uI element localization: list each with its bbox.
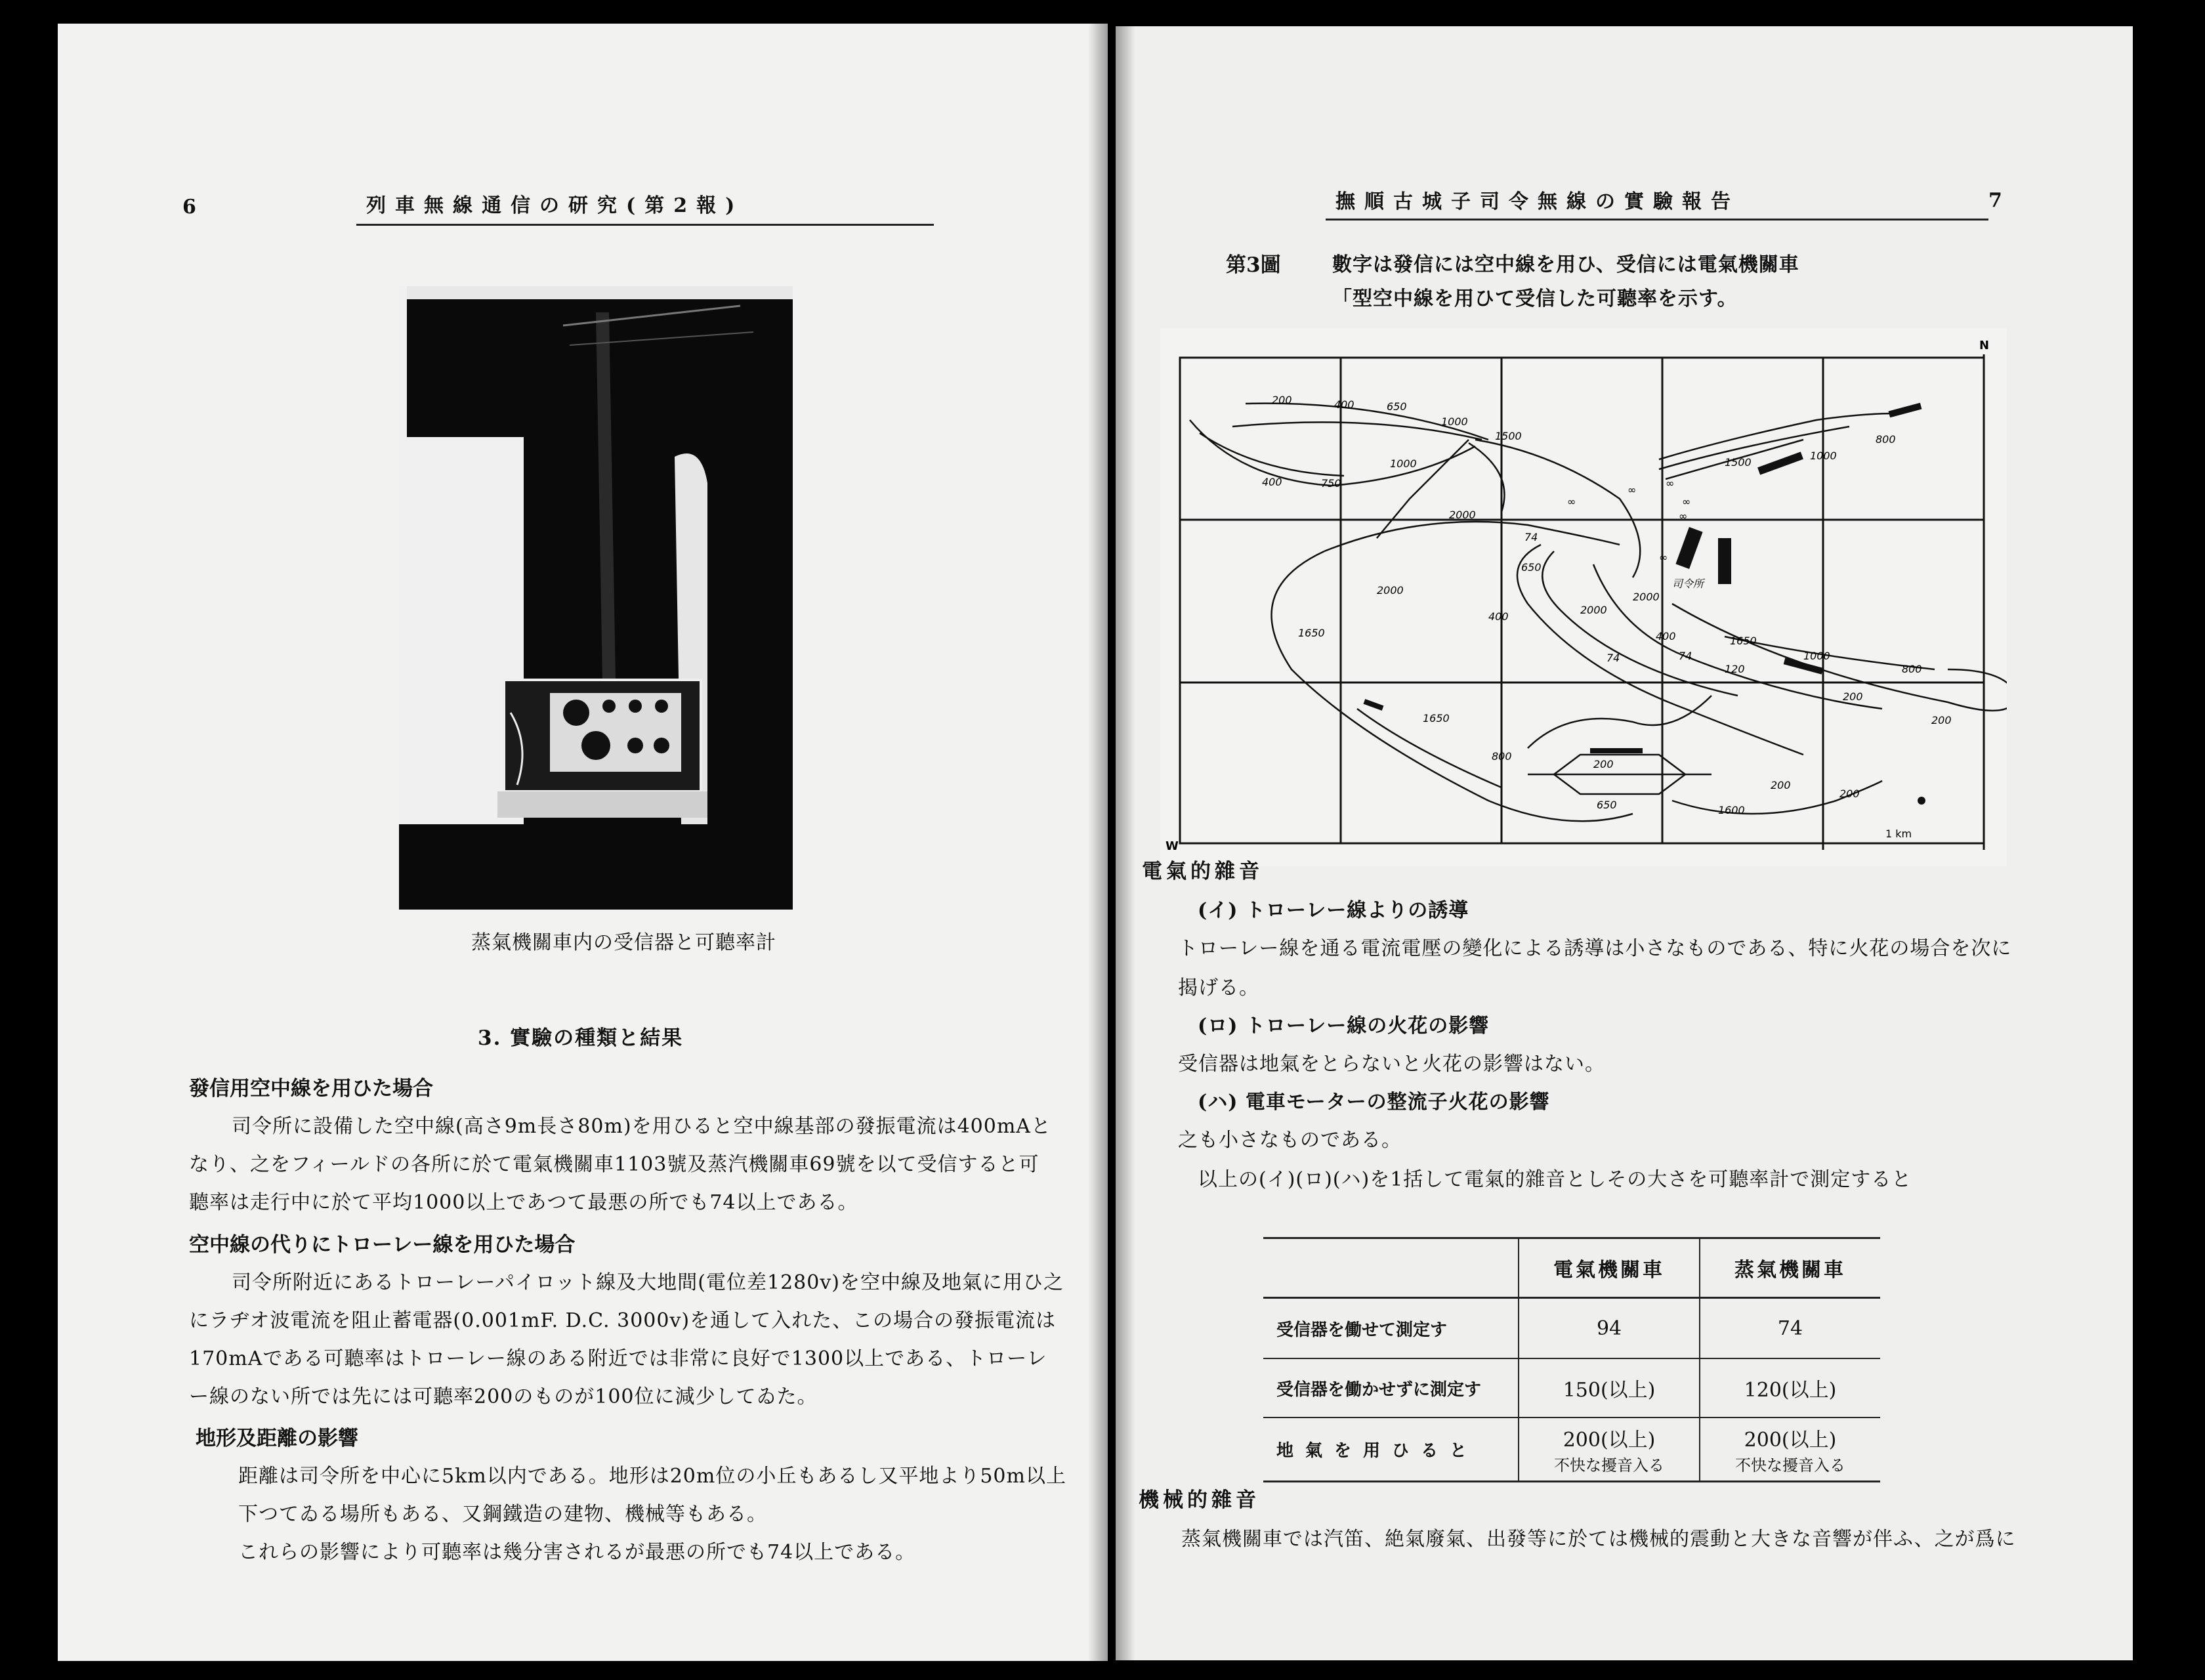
item-title: (イ) トローレー線よりの誘導 <box>1198 899 1469 922</box>
cell-note: 不快な擾音入る <box>1735 1456 1845 1475</box>
map-reading: 1600 <box>1718 804 1745 816</box>
map-reading: 1000 <box>1810 450 1837 462</box>
map-reading: 1650 <box>1730 635 1757 647</box>
item-title: (ハ) 電車モーターの整流子火花の影響 <box>1198 1091 1550 1114</box>
map-reading: 650 <box>1387 400 1407 413</box>
station-label: 司令所 <box>1672 578 1704 590</box>
body-line: 蒸氣機關車では汽笛、絶氣廢氣、出發等に於ては機械的震動と大きな音響が伴ふ、之が爲に <box>1181 1528 2016 1551</box>
map-reading: 750 <box>1321 477 1341 490</box>
map-reading: 200 <box>1931 714 1952 726</box>
body-line: 距離は司令所を中心に5km以内である。地形は20m位の小丘もあるし又平地より50m以上 <box>238 1465 1066 1488</box>
table-header-row <box>1263 1238 1880 1298</box>
body-line: 聽率は走行中に於て平均1000以上であつて最悪の所でも74以上である。 <box>189 1191 858 1214</box>
map-reading: 400 <box>1488 610 1509 623</box>
cell-note: 不快な擾音入る <box>1554 1456 1665 1475</box>
row-label: 受信器を働せて測定す <box>1276 1320 1448 1340</box>
body-line: 之も小さなものである。 <box>1178 1129 1402 1152</box>
map-reading: 200 <box>1843 690 1863 703</box>
body-line: なり、之をフィールドの各所に於て電氣機關車1103號及蒸汽機關車69號を以て受信すると可 <box>189 1153 1040 1176</box>
table-header: 蒸氣機關車 <box>1700 1238 1880 1298</box>
scale-label: 1 km <box>1885 828 1912 840</box>
table-cell: 94 <box>1519 1298 1700 1359</box>
west-label: W <box>1166 839 1179 853</box>
running-title: 列車無線通信の研究(第2報) <box>366 194 744 217</box>
section-heading: 機械的雜音 <box>1139 1488 1260 1512</box>
map-reading: 2000 <box>1633 591 1660 603</box>
body-line: トローレー線を通る電流電壓の變化による誘導は小さなものである、特に火花の場合を次に <box>1178 937 2012 960</box>
left-page <box>58 24 1108 1661</box>
map-reading: 200 <box>1272 394 1292 406</box>
map-reading: 1650 <box>1298 627 1325 639</box>
table-cell: 150(以上) <box>1519 1358 1700 1418</box>
paragraph-heading: 空中線の代りにトローレー線を用ひた場合 <box>189 1233 576 1257</box>
map-reading: 650 <box>1597 799 1617 811</box>
gutter-shadow <box>1088 24 1108 1661</box>
header-rule <box>1326 219 1988 220</box>
map-reading: ∞ <box>1679 510 1688 522</box>
map-reading: 2000 <box>1580 604 1607 616</box>
map-reading: ∞ <box>1682 495 1691 508</box>
paragraph-heading: 發信用空中線を用ひた場合 <box>189 1077 433 1101</box>
map-reading: 1000 <box>1390 457 1417 470</box>
map-reading: ∞ <box>1567 495 1576 508</box>
locomotive-photo <box>399 286 793 910</box>
body-line: 以上の(イ)(ロ)(ハ)を1括して電氣的雜音としその大さを可聽率計で測定すると <box>1198 1168 1912 1191</box>
section-title: 3. 實驗の種類と結果 <box>478 1026 684 1050</box>
map-reading: 200 <box>1771 779 1791 791</box>
body-line: にラヂオ波電流を阻止蓄電器(0.001mF. D.C. 3000v)を通して入れた、この場合の發振電流は <box>189 1309 1057 1332</box>
map-reading: 74 <box>1524 531 1538 543</box>
row-label: 受信器を働かせずに測定す <box>1276 1379 1482 1400</box>
map-reading: 1500 <box>1725 456 1752 469</box>
running-title: 撫順古城子司令無線の實驗報告 <box>1335 190 1740 213</box>
map-reading: ∞ <box>1628 484 1637 496</box>
photo-caption: 蒸氣機關車内の受信器と可聽率計 <box>471 931 776 954</box>
map-reading: 2000 <box>1377 584 1404 597</box>
table-cell: 74 <box>1700 1298 1880 1359</box>
noise-table <box>1263 1237 1880 1482</box>
map-reading: 1500 <box>1495 430 1522 442</box>
receiving-map <box>1160 328 2007 866</box>
gutter-shadow <box>1116 26 1135 1660</box>
map-reading: 1650 <box>1423 712 1450 724</box>
table-header: 電氣機關車 <box>1519 1238 1700 1298</box>
map-reading: 1000 <box>1441 415 1468 428</box>
row-label: 地氣を用ひると <box>1276 1441 1479 1461</box>
table-row <box>1263 1418 1880 1482</box>
map-reading: 74 <box>1606 652 1620 664</box>
table-cell <box>1519 1418 1700 1482</box>
map-reading: 200 <box>1839 788 1860 800</box>
body-line: ー線のない所では先には可聽率200のものが100位に減少してゐた。 <box>189 1385 818 1408</box>
page-number: 6 <box>182 196 196 219</box>
map-reading: 400 <box>1334 398 1354 411</box>
body-line: 司令所に設備した空中線(高さ9m長さ80m)を用ひると空中線基部の發振電流は400mAと <box>232 1115 1051 1138</box>
section-heading: 電氣的雜音 <box>1142 860 1263 883</box>
map-reading: 200 <box>1593 758 1614 770</box>
map-reading: ∞ <box>1666 477 1675 490</box>
cell-value: 200(以上) <box>1744 1429 1837 1452</box>
map-reading: 800 <box>1902 663 1922 675</box>
cell-value: 200(以上) <box>1563 1429 1656 1452</box>
page-number: 7 <box>1988 189 2002 212</box>
map-reading: 2000 <box>1449 509 1476 521</box>
table-cell <box>1700 1418 1880 1482</box>
figure-label: 第3圖 <box>1226 253 1281 277</box>
table-row <box>1263 1298 1880 1359</box>
map-reading: 400 <box>1262 476 1282 488</box>
body-line: 揭げる。 <box>1178 976 1259 999</box>
map-reading: 74 <box>1679 650 1692 662</box>
map-reading: 800 <box>1492 750 1512 763</box>
figure-caption-line: 「型空中線を用ひて受信した可聽率を示す。 <box>1332 287 1738 310</box>
figure-caption-line: 數字は發信には空中線を用ひ、受信には電氣機關車 <box>1332 253 1799 276</box>
body-line: 司令所附近にあるトローレーパイロット線及大地間(電位差1280v)を空中線及地氣に用ひ之 <box>232 1271 1064 1294</box>
map-reading: 400 <box>1656 630 1676 642</box>
map-reading: 650 <box>1521 561 1542 574</box>
body-line: 170mAである可聽率はトローレー線のある附近では非常に良好で1300以上である、トローレ <box>189 1347 1047 1370</box>
table-cell: 120(以上) <box>1700 1358 1880 1418</box>
map-reading: ∞ <box>1659 551 1668 564</box>
item-title: (ロ) トローレー線の火花の影響 <box>1198 1015 1490 1038</box>
table-row <box>1263 1358 1880 1418</box>
table-header <box>1263 1238 1519 1298</box>
map-reading: 120 <box>1725 663 1745 675</box>
header-rule <box>356 224 934 226</box>
map-reading: 800 <box>1876 433 1896 446</box>
body-line: これらの影響により可聽率は幾分害されるが最悪の所でも74以上である。 <box>238 1541 916 1564</box>
body-line: 受信器は地氣をとらないと火花の影響はない。 <box>1178 1053 1605 1076</box>
paragraph-heading: 地形及距離の影響 <box>196 1427 358 1450</box>
photo-graphic <box>399 286 793 910</box>
north-label: N <box>1979 339 1990 352</box>
right-page <box>1116 26 2133 1660</box>
map-reading: 1000 <box>1803 650 1830 662</box>
body-line: 下つてゐる場所もある、又鋼鐵造の建物、機械等もある。 <box>238 1503 767 1526</box>
